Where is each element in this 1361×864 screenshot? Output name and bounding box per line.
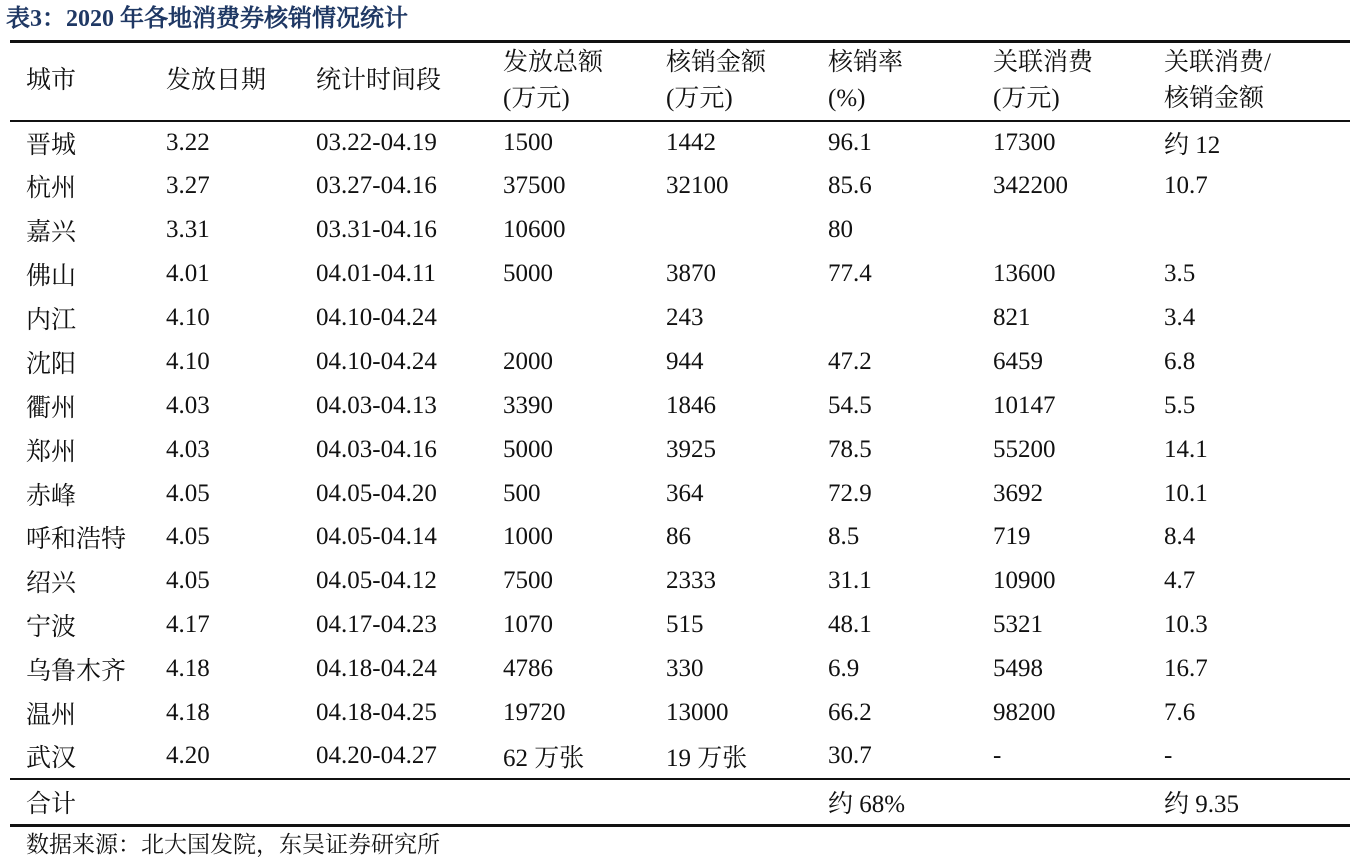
table-cell: 78.5	[828, 435, 872, 463]
table-cell: 5.5	[1164, 391, 1196, 419]
city-cell: 嘉兴	[26, 219, 77, 247]
table-cell: 04.05-04.12	[316, 567, 437, 595]
table-cell: 4.03	[166, 391, 210, 419]
table-row	[10, 691, 1350, 735]
table-cell: 3.27	[166, 172, 210, 200]
table-cell: 342200	[993, 172, 1068, 200]
table-cell: 4.18	[166, 655, 210, 683]
table-cell: 330	[666, 655, 704, 683]
table-cell: 4.03	[166, 435, 210, 463]
table-cell: -	[993, 742, 1002, 770]
table-cell: 4.01	[166, 260, 210, 288]
table-cell: 4.17	[166, 611, 210, 639]
table-row	[10, 472, 1350, 516]
table-cell: 4.10	[166, 347, 210, 375]
table-cell: 04.20-04.27	[316, 742, 437, 770]
table-cell: 04.03-04.16	[316, 435, 437, 463]
table-cell	[300, 779, 487, 826]
table-cell: 04.03-04.13	[316, 391, 437, 419]
table-cell: 17300	[993, 128, 1056, 156]
city-cell: 宁波	[26, 614, 77, 642]
table-cell: 37500	[503, 172, 566, 200]
table-cell: 04.01-04.11	[316, 260, 436, 288]
table-cell: 04.05-04.20	[316, 479, 437, 507]
table-cell	[150, 779, 300, 826]
table-cell: 6.9	[828, 655, 860, 683]
table-cell: 16.7	[1164, 655, 1208, 683]
table-cell: 3692	[993, 479, 1043, 507]
table-row	[10, 296, 1350, 340]
table-cell: 10.1	[1164, 479, 1208, 507]
city-cell: 沈阳	[26, 350, 77, 378]
city-cell: 佛山	[26, 263, 77, 291]
table-cell: 31.1	[828, 567, 872, 595]
table-cell: 3.4	[1164, 304, 1196, 331]
table-cell: 8.5	[828, 523, 860, 551]
table-cell: 3925	[666, 435, 716, 463]
table-cell: 54.5	[828, 391, 872, 419]
table-row	[10, 164, 1350, 208]
table-cell: 515	[666, 611, 704, 639]
table-row	[10, 121, 1350, 165]
table-cell: 944	[666, 347, 704, 375]
table-cell: 47.2	[828, 347, 872, 375]
city-cell: 呼和浩特	[26, 526, 127, 554]
table-cell: 30.7	[828, 742, 872, 770]
table-cell: 6.8	[1164, 347, 1196, 375]
table-cell: 3.31	[166, 216, 210, 244]
table-cell: 3.5	[1164, 260, 1196, 288]
table-cell: 3390	[503, 391, 553, 419]
city-cell: 杭州	[26, 175, 77, 203]
table-cell: 13000	[666, 699, 729, 727]
table-cell	[487, 296, 650, 340]
table-row	[10, 208, 1350, 252]
table-cell: 04.18-04.25	[316, 699, 437, 727]
table-cell: 2000	[503, 347, 553, 375]
table-cell: 10147	[993, 391, 1056, 419]
table-cell: 1442	[666, 128, 716, 156]
table-cell: 86	[666, 523, 691, 551]
table-cell: 364	[666, 479, 704, 507]
table-row	[10, 340, 1350, 384]
table-cell: 10.3	[1164, 611, 1208, 639]
table-cell: 85.6	[828, 172, 872, 200]
column-header-city: 城市	[26, 67, 77, 95]
table-cell: 4.05	[166, 479, 210, 507]
column-header-redeemed-amount: 核销金额 (万元)	[666, 49, 767, 113]
table-cell: 77.4	[828, 260, 872, 288]
table-cell: 72.9	[828, 479, 872, 507]
table-cell	[977, 208, 1148, 252]
column-header-issue-date: 发放日期	[166, 67, 267, 95]
table-cell: 4.20	[166, 742, 210, 770]
table-cell: 7500	[503, 567, 553, 595]
table-cell: 80	[828, 216, 853, 244]
table-cell: 7.6	[1164, 699, 1196, 727]
table-cell	[650, 779, 812, 826]
table-cell: 8.4	[1164, 523, 1196, 551]
table-cell: 10900	[993, 567, 1056, 595]
table-row	[10, 603, 1350, 647]
table-row	[10, 735, 1350, 779]
table-cell: 5321	[993, 611, 1043, 639]
table-cell	[487, 779, 650, 826]
table-cell: 04.17-04.23	[316, 611, 437, 639]
table-cell: 5498	[993, 655, 1043, 683]
table-header-row	[10, 42, 1350, 121]
table-cell: 1846	[666, 391, 716, 419]
total-label: 合计	[26, 791, 77, 819]
table-cell: 03.22-04.19	[316, 128, 437, 156]
table-cell: 1000	[503, 523, 553, 551]
table-cell: 4.05	[166, 523, 210, 551]
table-cell: 04.05-04.14	[316, 523, 437, 551]
table-cell: 14.1	[1164, 435, 1208, 463]
table-cell: 19720	[503, 699, 566, 727]
table-cell: 96.1	[828, 128, 872, 156]
table-cell	[977, 779, 1148, 826]
city-cell: 郑州	[26, 438, 77, 466]
table-row	[10, 559, 1350, 603]
data-source-note: 数据来源：北大国发院，东吴证券研究所	[26, 832, 440, 857]
table-cell	[812, 296, 977, 340]
voucher-redemption-table	[10, 40, 1350, 827]
table-body	[10, 121, 1350, 826]
table-cell: 55200	[993, 435, 1056, 463]
table-cell: 66.2	[828, 699, 872, 727]
table-row	[10, 647, 1350, 691]
table-cell: 3870	[666, 260, 716, 288]
table-row	[10, 428, 1350, 472]
table-cell: 04.18-04.24	[316, 655, 437, 683]
table-cell: 32100	[666, 172, 729, 200]
city-cell: 晋城	[26, 131, 77, 159]
city-cell: 乌鲁木齐	[26, 658, 127, 686]
table-cell: 62 万张	[503, 745, 585, 773]
column-header-related-consumption: 关联消费 (万元)	[993, 49, 1094, 113]
city-cell: 衢州	[26, 394, 77, 422]
table-cell: 10600	[503, 216, 566, 244]
total-redemption-rate: 约 68%	[828, 791, 906, 819]
column-header-period: 统计时间段	[316, 67, 442, 95]
city-cell: 温州	[26, 702, 77, 730]
table-cell: 6459	[993, 347, 1043, 375]
city-cell: 赤峰	[26, 482, 77, 510]
table-row	[10, 516, 1350, 560]
table-row	[10, 252, 1350, 296]
table-cell: 719	[993, 523, 1031, 551]
column-header-total-issued: 发放总额 (万元)	[503, 49, 604, 113]
table-cell: 48.1	[828, 611, 872, 639]
table-row	[10, 384, 1350, 428]
table-cell: 4.05	[166, 567, 210, 595]
total-consumption-ratio: 约 9.35	[1164, 791, 1240, 819]
city-cell: 武汉	[26, 745, 77, 773]
table-cell: 19 万张	[666, 745, 748, 773]
table-cell: 243	[666, 304, 704, 331]
table-cell: 03.27-04.16	[316, 172, 437, 200]
table-cell: 98200	[993, 699, 1056, 727]
city-cell: 内江	[26, 307, 77, 334]
table-cell: 500	[503, 479, 541, 507]
table-cell: 10.7	[1164, 172, 1208, 200]
table-cell: 5000	[503, 435, 553, 463]
table-cell: 3.22	[166, 128, 210, 156]
table-cell: 04.10-04.24	[316, 304, 437, 331]
table-cell: 2333	[666, 567, 716, 595]
total-row	[10, 779, 1350, 826]
table-cell: 4.10	[166, 304, 210, 331]
table-cell: 03.31-04.16	[316, 216, 437, 244]
table-cell	[1148, 208, 1350, 252]
column-header-consumption-ratio: 关联消费/ 核销金额	[1164, 49, 1271, 113]
column-header-redemption-rate: 核销率 (%)	[828, 49, 904, 113]
table-cell: 821	[993, 304, 1031, 331]
table-cell	[650, 208, 812, 252]
table-cell: 约 12	[1164, 131, 1221, 159]
table-cell: -	[1164, 742, 1173, 770]
table-title: 表3：2020 年各地消费券核销情况统计	[6, 6, 408, 32]
table-cell: 13600	[993, 260, 1056, 288]
table-cell: 04.10-04.24	[316, 347, 437, 375]
city-cell: 绍兴	[26, 570, 77, 598]
table-cell: 4786	[503, 655, 553, 683]
table-cell: 1070	[503, 611, 553, 639]
table-cell: 4.18	[166, 699, 210, 727]
table-cell: 1500	[503, 128, 553, 156]
table-cell: 4.7	[1164, 567, 1196, 595]
table-cell: 5000	[503, 260, 553, 288]
